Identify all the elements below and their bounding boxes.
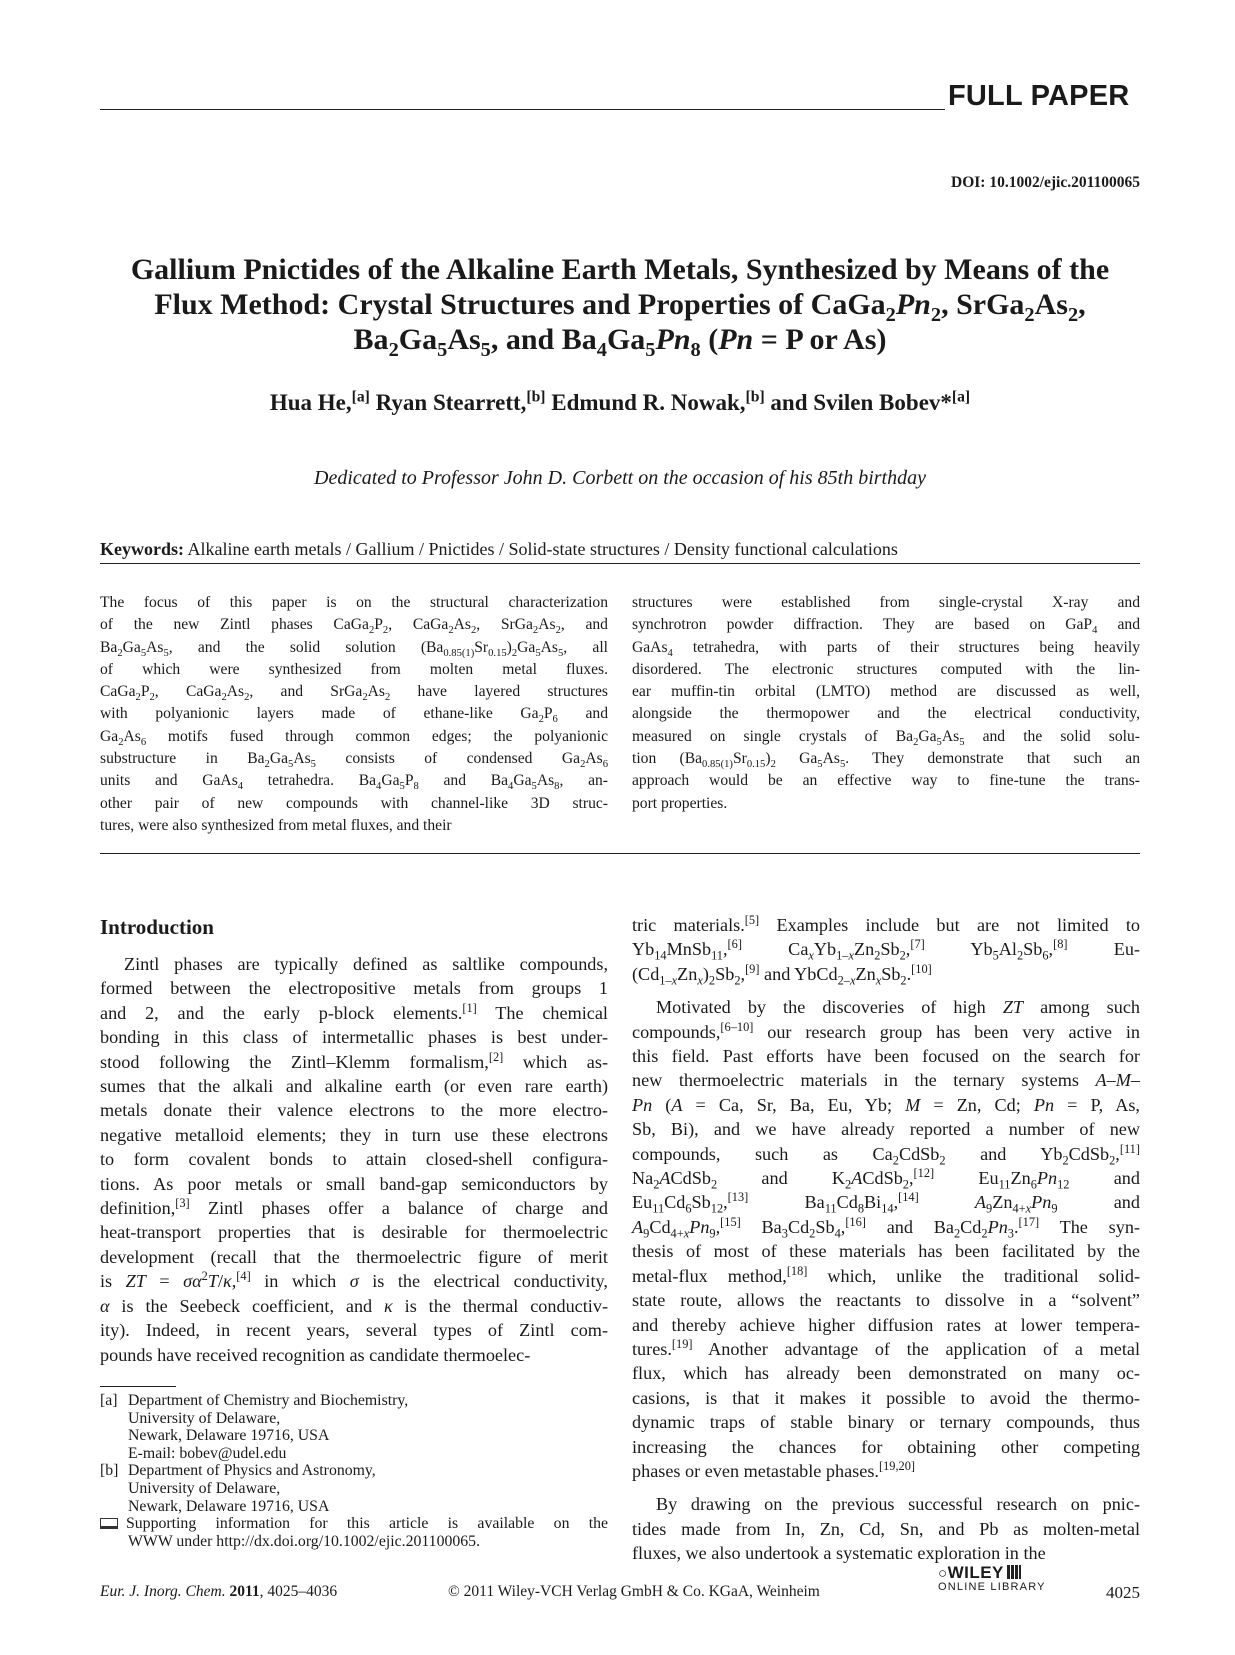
wiley-emblem-icon: ○: [938, 1565, 948, 1582]
abstract-right-column: [632, 592, 1140, 815]
body-line: α is the Seebeck coefficient, and κ is the thermal conductiv-: [100, 1295, 608, 1316]
affiliation-a: University of Delaware,: [128, 1409, 281, 1427]
body-line: negative metalloid elements; they in turn use these electrons: [100, 1124, 608, 1145]
copyright: © 2011 Wiley-VCH Verlag GmbH & Co. KGaA, Weinheim: [448, 1583, 820, 1600]
body-line: metal-flux method,[18] which, unlike the traditional solid-: [632, 1263, 1140, 1286]
body-line: Sb, Bi), and we have already reported a number of new: [632, 1119, 1140, 1140]
body-line: this field. Past efforts have been focused on the search for: [632, 1046, 1140, 1067]
abstract-line: approach would be an effective way to fine-tune the trans-: [632, 772, 1140, 790]
body-line: Motivated by the discoveries of high ZT among such: [656, 997, 1140, 1018]
body-line: and 2, and the early p-block elements.[1] The chemical: [100, 1000, 608, 1023]
journal-pages: , 4025–4036: [259, 1583, 338, 1600]
body-line: tures.[19] Another advantage of the application of a metal: [632, 1336, 1140, 1359]
body-line: heat-transport properties that is desirable for thermoelectric: [100, 1222, 608, 1243]
body-line: sumes that the alkali and alkaline earth (or even rare earth): [100, 1076, 608, 1097]
supporting-info[interactable]: WWW under http://dx.doi.org/10.1002/ejic.201100065.: [128, 1532, 481, 1550]
books-icon: [1007, 1565, 1021, 1579]
abstract-line: units and GaAs$_4$ tetrahedra. $Ba_4Ga_5P_8$ and $Ba_4Ga_5As_8$, an-: [100, 772, 608, 793]
wiley-logo-text: ○WILEY: [938, 1563, 1046, 1583]
body-line: metals donate their valence electrons to the more electro-: [100, 1100, 608, 1121]
body-line: $(Cd_{1-x}Zn_x)_2Sb_2,[9]$ and $YbCd_{2-x}Zn_xSb_2.[10]$: [632, 961, 932, 988]
keywords: [100, 539, 898, 560]
footnote-marker: [a]: [100, 1392, 118, 1409]
abstract-line: structures were established from single-crystal X-ray and: [632, 594, 1140, 611]
abstract-bottom-rule: [100, 853, 1140, 854]
body-line: compounds, such as $Ca_2CdSb_2$ and $Yb_2CdSb_2,[11]$: [632, 1141, 1140, 1168]
title-line: Gallium Pnictides of the Alkaline Earth Metals, Synthesized by Means of the: [130, 253, 1110, 286]
abstract-line: of which were synthesized from molten metal fluxes.: [100, 660, 608, 678]
body-line: Zintl phases are typically defined as saltlike compounds,: [124, 954, 608, 974]
body-line: $A_9Cd_{4+x}Pn_9,[15]$ $Ba_3Cd_2Sb_4,[16]$ and $Ba_2Cd_2Pn_3.[17]$ The syn-: [632, 1214, 1140, 1241]
body-line: Pn (A = Ca, Sr, Ba, Eu, Yb; M = Zn, Cd; Pn = P, As,: [632, 1094, 1140, 1115]
affiliation-a: [a] Department of Chemistry and Biochemistry,: [100, 1392, 409, 1409]
abstract-line: tion $(Ba_{0.85(1)}Sr_{0.15})_2$ $Ga_5As_5$. They demonstrate that such an: [632, 750, 1140, 771]
abstract-line: ear muffin-tin orbital (LMTO) method are discussed as well,: [632, 683, 1140, 701]
title-line: Flux Method: Crystal Structures and Properties of $CaGa_2Pn_2$, $SrGa_2As_2$,: [154, 288, 1086, 326]
body-line: development (recall that the thermoelectric figure of merit: [100, 1246, 608, 1267]
body-line: $Na_2ACdSb_2$ and $K_2ACdSb_2,[12]$ $Eu_{11}Zn_6Pn_{12}$ and: [632, 1166, 1140, 1192]
abstract-line: measured on single crystals of $Ba_2Ga_5As_5$ and the solid solu-: [632, 727, 1140, 748]
body-right-column: [632, 913, 1140, 1566]
body-line: increasing the chances for obtaining other competing: [632, 1436, 1140, 1457]
keywords-label: Keywords:: [100, 539, 184, 559]
abstract-line: $Ga_2As_6$ motifs fused through common edges; the polyanionic: [100, 727, 608, 748]
abstract-line: other pair of new compounds with channel-like 3D struc-: [100, 794, 608, 812]
doi[interactable]: DOI: 10.1002/ejic.201100065: [951, 174, 1140, 191]
abstract-line: tures, were also synthesized from metal fluxes, and their: [100, 816, 452, 834]
section-label: FULL PAPER: [948, 80, 1130, 112]
body-line: thesis of most of these materials has been facilitated by the: [632, 1241, 1140, 1262]
abstract-line: of the new Zintl phases $CaGa_2P_2$, $CaGa_2As_2$, $SrGa_2As_2$, and: [100, 616, 608, 637]
dedication: Dedicated to Professor John D. Corbett on the occasion of his 85th birthday: [314, 467, 926, 489]
body-line: and thereby achieve higher diffusion rates at lower tempera-: [632, 1314, 1140, 1335]
body-line: $Eu_{11}Cd_6Sb_{12},[13]$ $Ba_{11}Cd_8Bi_{14},[14]$ $A_9Zn_{4+x}Pn_9$ and: [632, 1190, 1140, 1217]
header-rule: [100, 109, 945, 110]
body-line: formed between the electropositive metals from groups 1: [100, 978, 608, 999]
body-line: to form covalent bonds to attain closed-shell configura-: [100, 1149, 608, 1170]
supporting-info: Supporting information for this article is available on the: [100, 1515, 608, 1533]
abstract-line: disordered. The electronic structures computed with the lin-: [632, 660, 1140, 678]
body-line: fluxes, we also undertook a systematic exploration in the: [632, 1543, 1046, 1564]
body-line: state route, allows the reactants to dissolve in a “solvent”: [632, 1290, 1140, 1311]
footnote-rule: [100, 1386, 176, 1387]
journal-year: 2011: [229, 1583, 260, 1600]
computer-icon: [100, 1518, 118, 1529]
body-line: compounds,[6–10] our research group has been very active in: [632, 1019, 1140, 1042]
footer-citation: [100, 1583, 337, 1601]
body-line: flux, which has already been demonstrated on many oc-: [632, 1363, 1140, 1384]
journal-name: Eur. J. Inorg. Chem.: [100, 1583, 226, 1600]
affiliation-b: University of Delaware,: [128, 1479, 281, 1497]
abstract-left-column: [100, 592, 608, 837]
body-line: ity). Indeed, in recent years, several types of Zintl com-: [100, 1320, 608, 1341]
body-line: phases or even metastable phases.[19,20]: [632, 1458, 916, 1481]
abstract-line: substructure in $Ba_2Ga_5As_5$ consists of condensed $Ga_2As_6$: [100, 750, 609, 771]
abstract-line: $CaGa_2P_2$, $CaGa_2As_2$, and $SrGa_2As_2$ have layered structures: [100, 683, 608, 704]
abstract-line: The focus of this paper is on the structural characterization: [100, 594, 608, 611]
body-line: tions. As poor metals or small band-gap semiconductors by: [100, 1173, 608, 1194]
body-line: tric materials.[5] Examples include but are not limited to: [632, 912, 1140, 935]
affiliation-b: Newark, Delaware 19716, USA: [128, 1497, 330, 1515]
section-heading-introduction: Introduction: [100, 915, 214, 939]
footnote-marker: [b]: [100, 1462, 119, 1480]
body-line: pounds have received recognition as candidate thermoelec-: [100, 1344, 531, 1365]
body-line: definition,[3] Zintl phases offer a balance of charge and: [100, 1196, 608, 1219]
body-left-column: [100, 952, 608, 1367]
footnotes: [100, 1392, 608, 1550]
affiliation-b: [b] Department of Physics and Astronomy,: [100, 1462, 376, 1480]
affiliation-a[interactable]: E-mail: bobev@udel.edu: [128, 1444, 287, 1462]
abstract-top-rule: [100, 563, 1140, 564]
abstract-line: synchrotron powder diffraction. They are based on GaP$_4$ and: [632, 616, 1140, 637]
body-line: $Yb_{14}MnSb_{11},[6]$ $Ca_xYb_{1-x}Zn_2Sb_2,[7]$ $Yb_5Al_2Sb_6,[8]$ Eu-: [632, 937, 1140, 964]
abstract-line: port properties.: [632, 794, 728, 812]
keywords-text: Alkaline earth metals / Gallium / Pnictides / Solid-state structures / Density functional calculations: [187, 539, 898, 559]
title-line: $Ba_2Ga_5As_5$, and $Ba_4Ga_5Pn_8$ (Pn = P or As): [353, 323, 887, 361]
wiley-logo-subtext: ONLINE LIBRARY: [938, 1581, 1046, 1593]
article-title: [100, 252, 1140, 361]
affiliation-a: Newark, Delaware 19716, USA: [128, 1427, 330, 1445]
abstract-line: with polyanionic layers made of ethane-like $Ga_2P_6$ and: [100, 705, 608, 726]
body-line: tides made from In, Zn, Cd, Sn, and Pb as molten-metal: [632, 1518, 1140, 1539]
abstract-line: $Ba_2Ga_5As_5$, and the solid solution $(Ba_{0.85(1)}Sr_{0.15})_2Ga_5As_5$, all: [100, 638, 608, 659]
body-line: casions, is that it makes it possible to avoid the thermo-: [632, 1387, 1140, 1408]
body-line: is ZT = $\sigma\alpha^2T/\kappa,[4]$ in which σ is the electrical conductivity,: [100, 1269, 608, 1292]
author-list: Hua He,[a] Ryan Stearrett,[b] Edmund R. Nowak,[b] and Svilen Bobev*[a]: [269, 388, 971, 415]
body-line: dynamic traps of stable binary or ternary compounds, thus: [632, 1412, 1140, 1433]
abstract-line: alongside the thermopower and the electrical conductivity,: [632, 705, 1140, 723]
body-line: stood following the Zintl–Klemm formalism,[2] which as-: [100, 1049, 609, 1072]
paragraph-gap: [632, 1483, 1140, 1492]
body-line: new thermoelectric materials in the ternary systems A–M–: [632, 1070, 1140, 1091]
page-number: 4025: [1106, 1583, 1140, 1602]
body-line: By drawing on the previous successful research on pnic-: [656, 1494, 1140, 1515]
body-line: bonding in this class of intermetallic phases is best under-: [100, 1027, 608, 1048]
abstract-line: GaAs$_4$ tetrahedra, with parts of their structures being heavily: [632, 638, 1140, 659]
paragraph-gap: [632, 986, 1140, 995]
wiley-logo[interactable]: [938, 1563, 1046, 1593]
